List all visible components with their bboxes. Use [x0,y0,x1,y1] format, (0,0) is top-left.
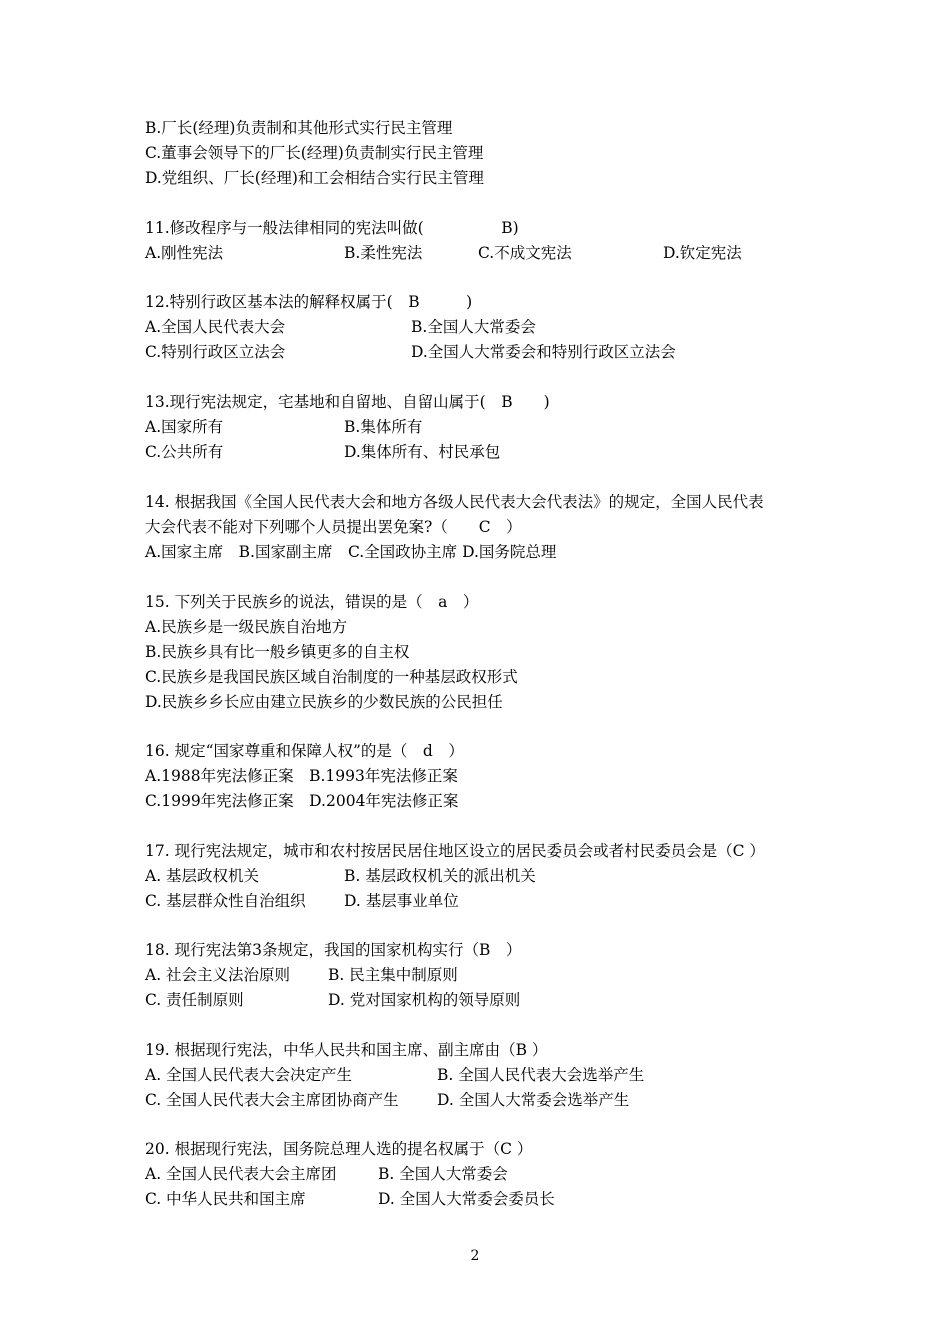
q19-option-c: C. 全国人民代表大会主席团协商产生 [145,1091,399,1109]
q15-option-b: B.民族乡具有比一般乡镇更多的自主权 [145,643,410,661]
q18-option-a: A. 社会主义法治原则 [145,966,291,984]
q13-option-a: A.国家所有 [145,418,224,436]
q18-option-b: B. 民主集中制原则 [328,966,458,984]
q16-options-ab: A.1988年宪法修正案 B.1993年宪法修正案 [145,767,458,785]
q17-option-c: C. 基层群众性自治组织 [145,892,306,910]
q20-option-d: D. 全国人大常委会委员长 [378,1190,555,1208]
q10-option-d: D.党组织、厂长(经理)和工会相结合实行民主管理 [145,169,484,187]
q17-option-d: D. 基层事业单位 [344,892,459,910]
q12-option-c: C.特别行政区立法会 [145,343,286,361]
q17-option-b: B. 基层政权机关的派出机关 [344,867,536,885]
q19-option-d: D. 全国人大常委会选举产生 [437,1091,630,1109]
q12-option-a: A.全国人民代表大会 [145,318,286,336]
q12-stem: 12.特别行政区基本法的解释权属于( B ) [145,293,473,311]
q14-stem-line2: 大会代表不能对下列哪个人员提出罢免案?（ C ） [145,518,522,536]
q15-option-c: C.民族乡是我国民族区域自治制度的一种基层政权形式 [145,668,518,686]
q10-option-c: C.董事会领导下的厂长(经理)负责制实行民主管理 [145,144,484,162]
q20-option-b: B. 全国人大常委会 [378,1165,508,1183]
q20-option-a: A. 全国人民代表大会主席团 [145,1165,337,1183]
q18-option-c: C. 责任制原则 [145,991,244,1009]
q10-option-b: B.厂长(经理)负责制和其他形式实行民主管理 [145,119,453,137]
q17-stem: 17. 现行宪法规定，城市和农村按居民居住地区设立的居民委员会或者村民委员会是（C ） [145,842,765,860]
q16-options-cd: C.1999年宪法修正案 D.2004年宪法修正案 [145,792,459,810]
q12-option-b: B.全国人大常委会 [411,318,536,336]
q13-option-d: D.集体所有、村民承包 [344,443,501,461]
q19-option-a: A. 全国人民代表大会决定产生 [145,1066,353,1084]
q11-option-c: C.不成文宪法 [478,244,572,262]
q12-option-d: D.全国人大常委会和特别行政区立法会 [411,343,676,361]
q18-stem: 18. 现行宪法第3条规定，我国的国家机构实行（B ） [145,941,522,959]
q11-option-a: A.刚性宪法 [145,244,224,262]
q11-option-d: D.钦定宪法 [663,244,742,262]
q16-stem: 16. 规定“国家尊重和保障人权”的是（ d ） [145,742,464,760]
q19-stem: 19. 根据现行宪法，中华人民共和国主席、副主席由（B ） [145,1041,548,1059]
q20-stem: 20. 根据现行宪法，国务院总理人选的提名权属于（C ） [145,1140,533,1158]
q17-option-a: A. 基层政权机关 [145,867,260,885]
q11-option-b: B.柔性宪法 [344,244,423,262]
q18-option-d: D. 党对国家机构的领导原则 [328,991,521,1009]
q19-option-b: B. 全国人民代表大会选举产生 [437,1066,645,1084]
q11-stem: 11.修改程序与一般法律相同的宪法叫做( B) [145,219,519,237]
q13-option-b: B.集体所有 [344,418,423,436]
q13-option-c: C.公共所有 [145,443,224,461]
q15-option-d: D.民族乡乡长应由建立民族乡的少数民族的公民担任 [145,693,503,711]
page-number: 2 [470,1248,480,1264]
q15-option-a: A.民族乡是一级民族自治地方 [145,618,348,636]
q20-option-c: C. 中华人民共和国主席 [145,1190,306,1208]
q13-stem: 13.现行宪法规定，宅基地和自留地、自留山属于( B ) [145,393,550,411]
q14-stem-line1: 14. 根据我国《全国人民代表大会和地方各级人民代表大会代表法》的规定，全国人民代表 [145,493,764,511]
q15-stem: 15. 下列关于民族乡的说法，错误的是（ a ） [145,593,479,611]
q14-options: A.国家主席 B.国家副主席 C.全国政协主席 D.国务院总理 [145,543,557,561]
